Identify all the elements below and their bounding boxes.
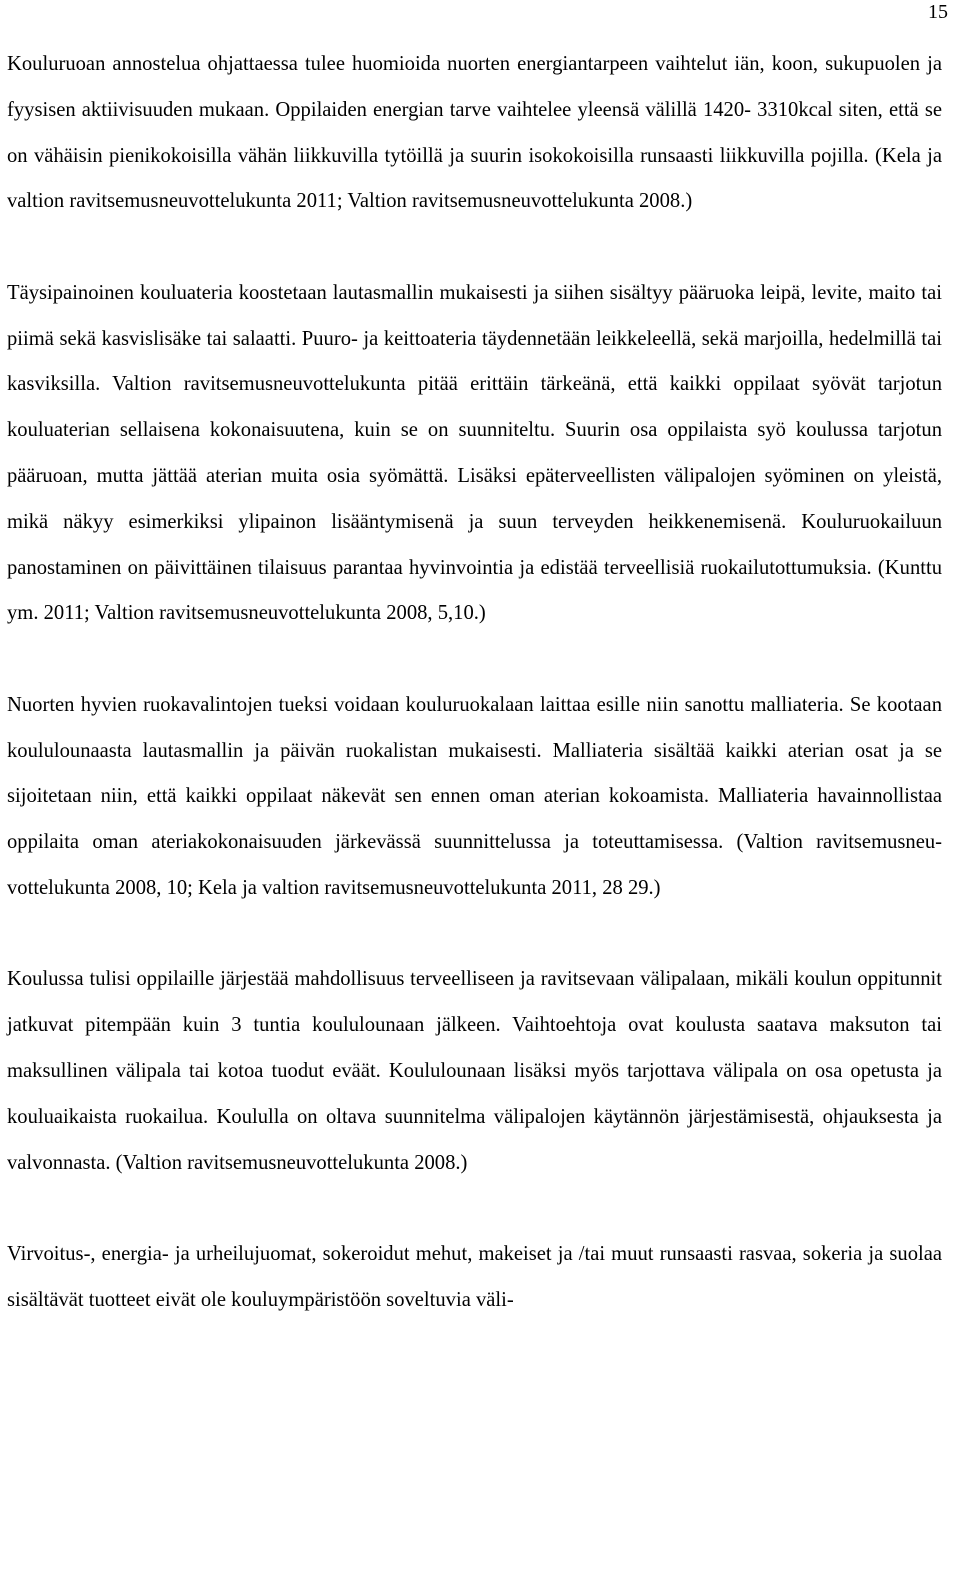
- document-body: [7, 42, 942, 1324]
- page-number: 15: [928, 1, 948, 23]
- paragraph-school-meal: Täysipainoinen kouluateria koostetaan lautasmallin mukaisesti ja siihen sisältyy pääruoka leipä, levite, maito tai piimä sekä kasvislisäke tai salaatti. Puuro- ja keittoateria täydennetään leikkeleellä, sekä marjoilla, hedelmillä tai kasviksilla. Valtion ravitsemusneuvottelukunta pitää erittäin tärkeänä, että kaikki oppilaat syövät tarjotun kouluaterian sellaisena kokonaisuutena, kuin se on suunniteltu. Suurin osa oppilaista syö koulussa tarjotun pääruoan, mutta jättää aterian muita osia syömättä. Lisäksi epäterveellisten välipalojen syöminen on yleistä, mikä näkyy esimerkiksi ylipainon lisääntymisenä ja suun terveyden heikkenemisenä. Kouluruokailuun panostaminen on päivittäinen tilaisuus parantaa hyvinvointia ja edistää terveellisiä ruokailutottumuksia. (Kunttu ym. 2011; Valtion ravitsemusneuvottelukunta 2008, 5,10.): [7, 281, 942, 625]
- paragraph-energy-needs: Kouluruoan annostelua ohjattaessa tulee huomioida nuorten energiantarpeen vaihtelut iän, koon, sukupuolen ja fyysisen aktiivisuuden mukaan. Oppilaiden energian tarve vaihtelee yleensä välillä 1420- 3310kcal siten, että se on vähäisin pienikokoisilla vähän liikkuvilla tytöillä ja suurin isokokoisilla runsaasti liikkuvilla pojilla. (Kela ja valtion ravitsemusneuvottelukunta 2011; Valtion ravitsemusneuvottelukunta 2008.): [7, 53, 942, 213]
- paragraph-beverages: Virvoitus-, energia- ja urheilujuomat, sokeroidut mehut, makeiset ja /tai muut runsaasti rasvaa, sokeria ja suolaa sisältävät tuotteet eivät ole kouluympäristöön soveltuvia väli-: [7, 1242, 942, 1311]
- paragraph-snacks: Koulussa tulisi oppilaille järjestää mahdollisuus terveelliseen ja ravitsevaan välipalaan, mikäli koulun oppitunnit jatkuvat pitempään kuin 3 tuntia koululounaan jälkeen. Vaihtoehtoja ovat koulusta saatava maksuton tai maksullinen välipala tai kotoa tuodut eväät. Koululounaan lisäksi myös tarjottava välipala on osa opetusta ja kouluaikaista ruokailua. Koululla on oltava suunnitelma välipalojen käytännön järjestämisestä, ohjauksesta ja valvonnasta. (Valtion ravitsemusneuvottelukunta 2008.): [7, 968, 942, 1174]
- paragraph-model-meal: Nuorten hyvien ruokavalintojen tueksi voidaan kouluruokalaan laittaa esille niin sanottu malliateria. Se kootaan koululounaasta lautasmallin ja päivän ruokalistan mukaisesti. Malliateria sisältää kaikki aterian osat ja se sijoitetaan niin, että kaikki oppilaat näkevät sen ennen oman aterian kokoamista. Malliateria havainnollistaa oppilaita oman ateriakokonaisuuden järkevässä suunnittelussa ja toteuttamisessa. (Valtion ravitsemusneuvottelukunta 2008, 10; Kela ja valtion ravitsemusneuvottelukunta 2011, 28 29.): [7, 693, 942, 899]
